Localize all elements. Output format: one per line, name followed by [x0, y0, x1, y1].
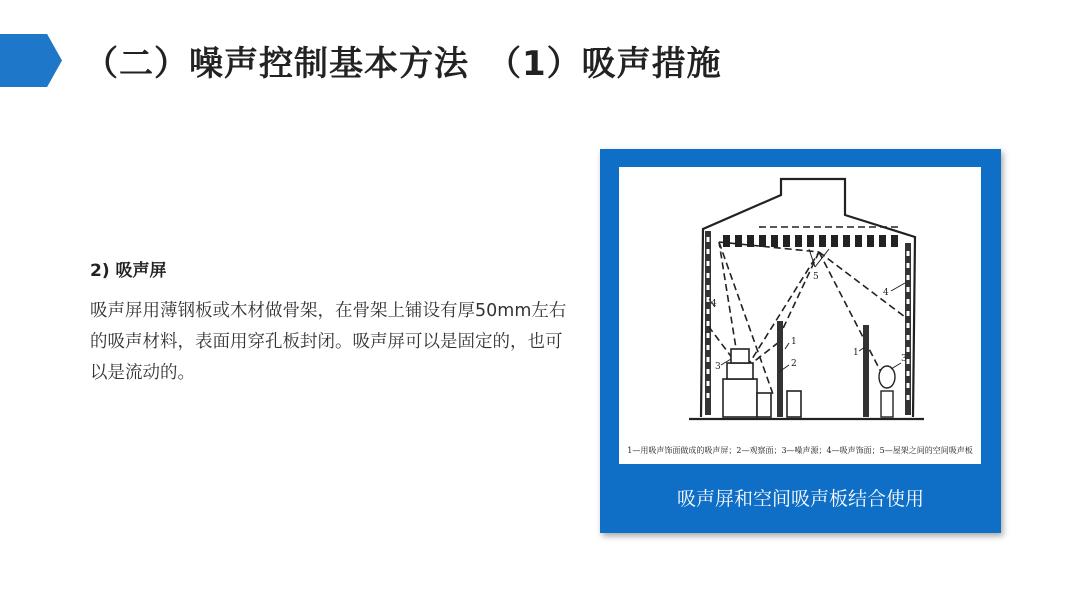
body-paragraph: 吸声屏用薄钢板或木材做骨架，在骨架上铺设有厚50mm左右的吸声材料，表面用穿孔板封闭。吸声屏可以是固定的，也可以是流动的。: [90, 301, 567, 383]
figure-drawing-area: [619, 167, 981, 464]
title-accent-tab: [0, 34, 62, 87]
section-heading: 2) 吸声屏: [90, 261, 167, 281]
label-2: 2: [791, 359, 797, 369]
figure-caption: 吸声屏和空间吸声板结合使用: [676, 488, 924, 510]
label-1-right: 1: [853, 348, 859, 358]
figure-legend: 1—用吸声饰面做成的吸声屏；2—观察面；3—噪声源；4—吸声饰面；5—屋架之间的空间吸声板: [627, 446, 973, 455]
label-4-left: 4: [711, 299, 717, 309]
label-3-right: 3: [901, 354, 907, 364]
label-3-left: 3: [715, 362, 721, 372]
absorber-diagram: [619, 167, 981, 464]
label-1-left: 1: [791, 337, 797, 347]
label-5: 5: [813, 272, 819, 282]
slide-title: （二）噪声控制基本方法 （1）吸声措施: [84, 44, 722, 84]
label-4-right: 4: [883, 288, 889, 298]
figure-card: [600, 149, 1001, 533]
